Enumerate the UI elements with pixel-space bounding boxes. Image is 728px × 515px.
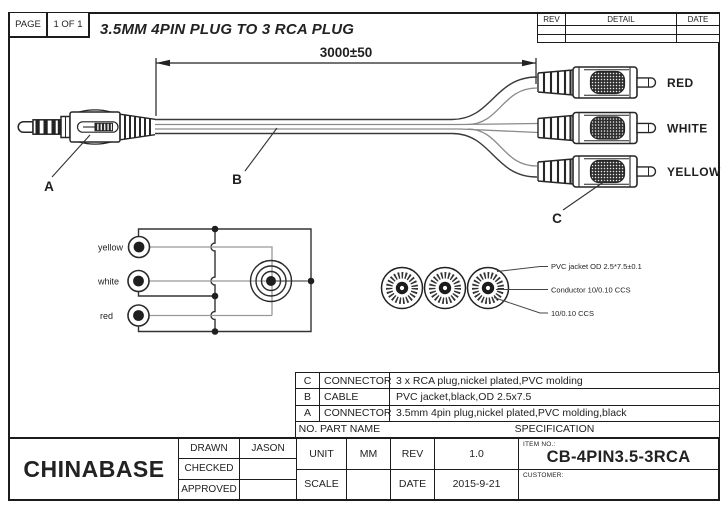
item-no-label: ITEM NO.: [523, 441, 556, 448]
parts-table [295, 372, 720, 437]
rev-col-header: REV [538, 14, 566, 25]
detail-col-header: DETAIL [566, 14, 677, 25]
part-name: CABLE [320, 389, 390, 404]
revision-empty-row [538, 35, 719, 43]
no-column-header: NO. [298, 423, 318, 436]
part-spec: 3 x RCA plug,nickel plated,PVC molding [396, 374, 583, 387]
page-box [8, 13, 90, 38]
revision-empty-row [538, 26, 719, 35]
scale-value [347, 470, 391, 500]
annotation-pvc-jacket: PVC jacket OD 2.5*7.5±0.1 [551, 262, 642, 271]
approved-value [240, 480, 296, 499]
signature-grid [179, 439, 297, 499]
page-value: 1 OF 1 [53, 19, 83, 30]
unit-rev-row [297, 439, 518, 470]
annotation-conductor: Conductor 10/0.10 CCS [551, 285, 631, 295]
customer-label: CUSTOMER: [523, 471, 564, 479]
table-row-b [296, 389, 719, 405]
drawn-value: JASON [251, 443, 285, 455]
drawn-row [179, 439, 296, 459]
drawn-label: DRAWN [179, 439, 240, 458]
specification-column-header: SPECIFICATION [514, 423, 595, 436]
rca-label-red: RED [667, 76, 694, 90]
rev-label: REV [391, 439, 435, 469]
spec-grid [297, 439, 519, 499]
schematic-label-white: white [98, 276, 120, 287]
checked-label: CHECKED [179, 459, 240, 478]
part-spec: PVC jacket,black,OD 2.5x7.5 [396, 390, 532, 403]
title-block [8, 437, 720, 501]
date-value: 2015-9-21 [452, 478, 501, 491]
checked-row [179, 459, 296, 479]
part-no: A [296, 406, 320, 421]
annotation-shield: 10/0.10 CCS [551, 309, 594, 318]
schematic-label-yellow: yellow [98, 242, 124, 253]
rev-value: 1.0 [469, 447, 484, 460]
part-name-column-header: PART NAME [320, 423, 381, 436]
approved-label: APPROVED [179, 480, 240, 499]
item-customer-block [519, 439, 718, 499]
table-header-row [296, 422, 719, 437]
rca-label-white: WHITE [667, 121, 708, 136]
company-name: CHINABASE [10, 439, 179, 499]
part-name: CONNECTOR [320, 406, 390, 421]
part-spec: 3.5mm 4pin plug,nickel plated,PVC molding,black [396, 407, 627, 420]
part-name: CONNECTOR [320, 373, 390, 388]
customer-cell [519, 470, 718, 500]
checked-value [240, 459, 296, 478]
part-no: C [296, 373, 320, 388]
callout-a: A [44, 179, 54, 194]
rca-label-yellow: YELLOW [667, 165, 721, 179]
part-no: B [296, 389, 320, 404]
dimension-label: 3000±50 [319, 45, 373, 60]
unit-value: MM [347, 439, 391, 469]
scale-label: SCALE [297, 470, 347, 500]
schematic-label-red: red [100, 311, 114, 321]
callout-b: B [232, 172, 242, 187]
item-no-cell [519, 439, 718, 470]
unit-label: UNIT [297, 439, 347, 469]
revision-header-row [538, 14, 719, 26]
revision-table [537, 14, 720, 43]
date-col-header: DATE [687, 15, 709, 24]
table-row-c [296, 373, 719, 389]
approved-row [179, 480, 296, 499]
callout-c: C [552, 211, 562, 226]
sheet-title: 3.5MM 4PIN PLUG TO 3 RCA PLUG [100, 21, 355, 38]
table-row-a [296, 406, 719, 422]
page-label: PAGE [10, 13, 48, 36]
date-label: DATE [391, 470, 435, 500]
scale-date-row [297, 470, 518, 500]
item-no-value: CB-4PIN3.5-3RCA [546, 448, 691, 466]
